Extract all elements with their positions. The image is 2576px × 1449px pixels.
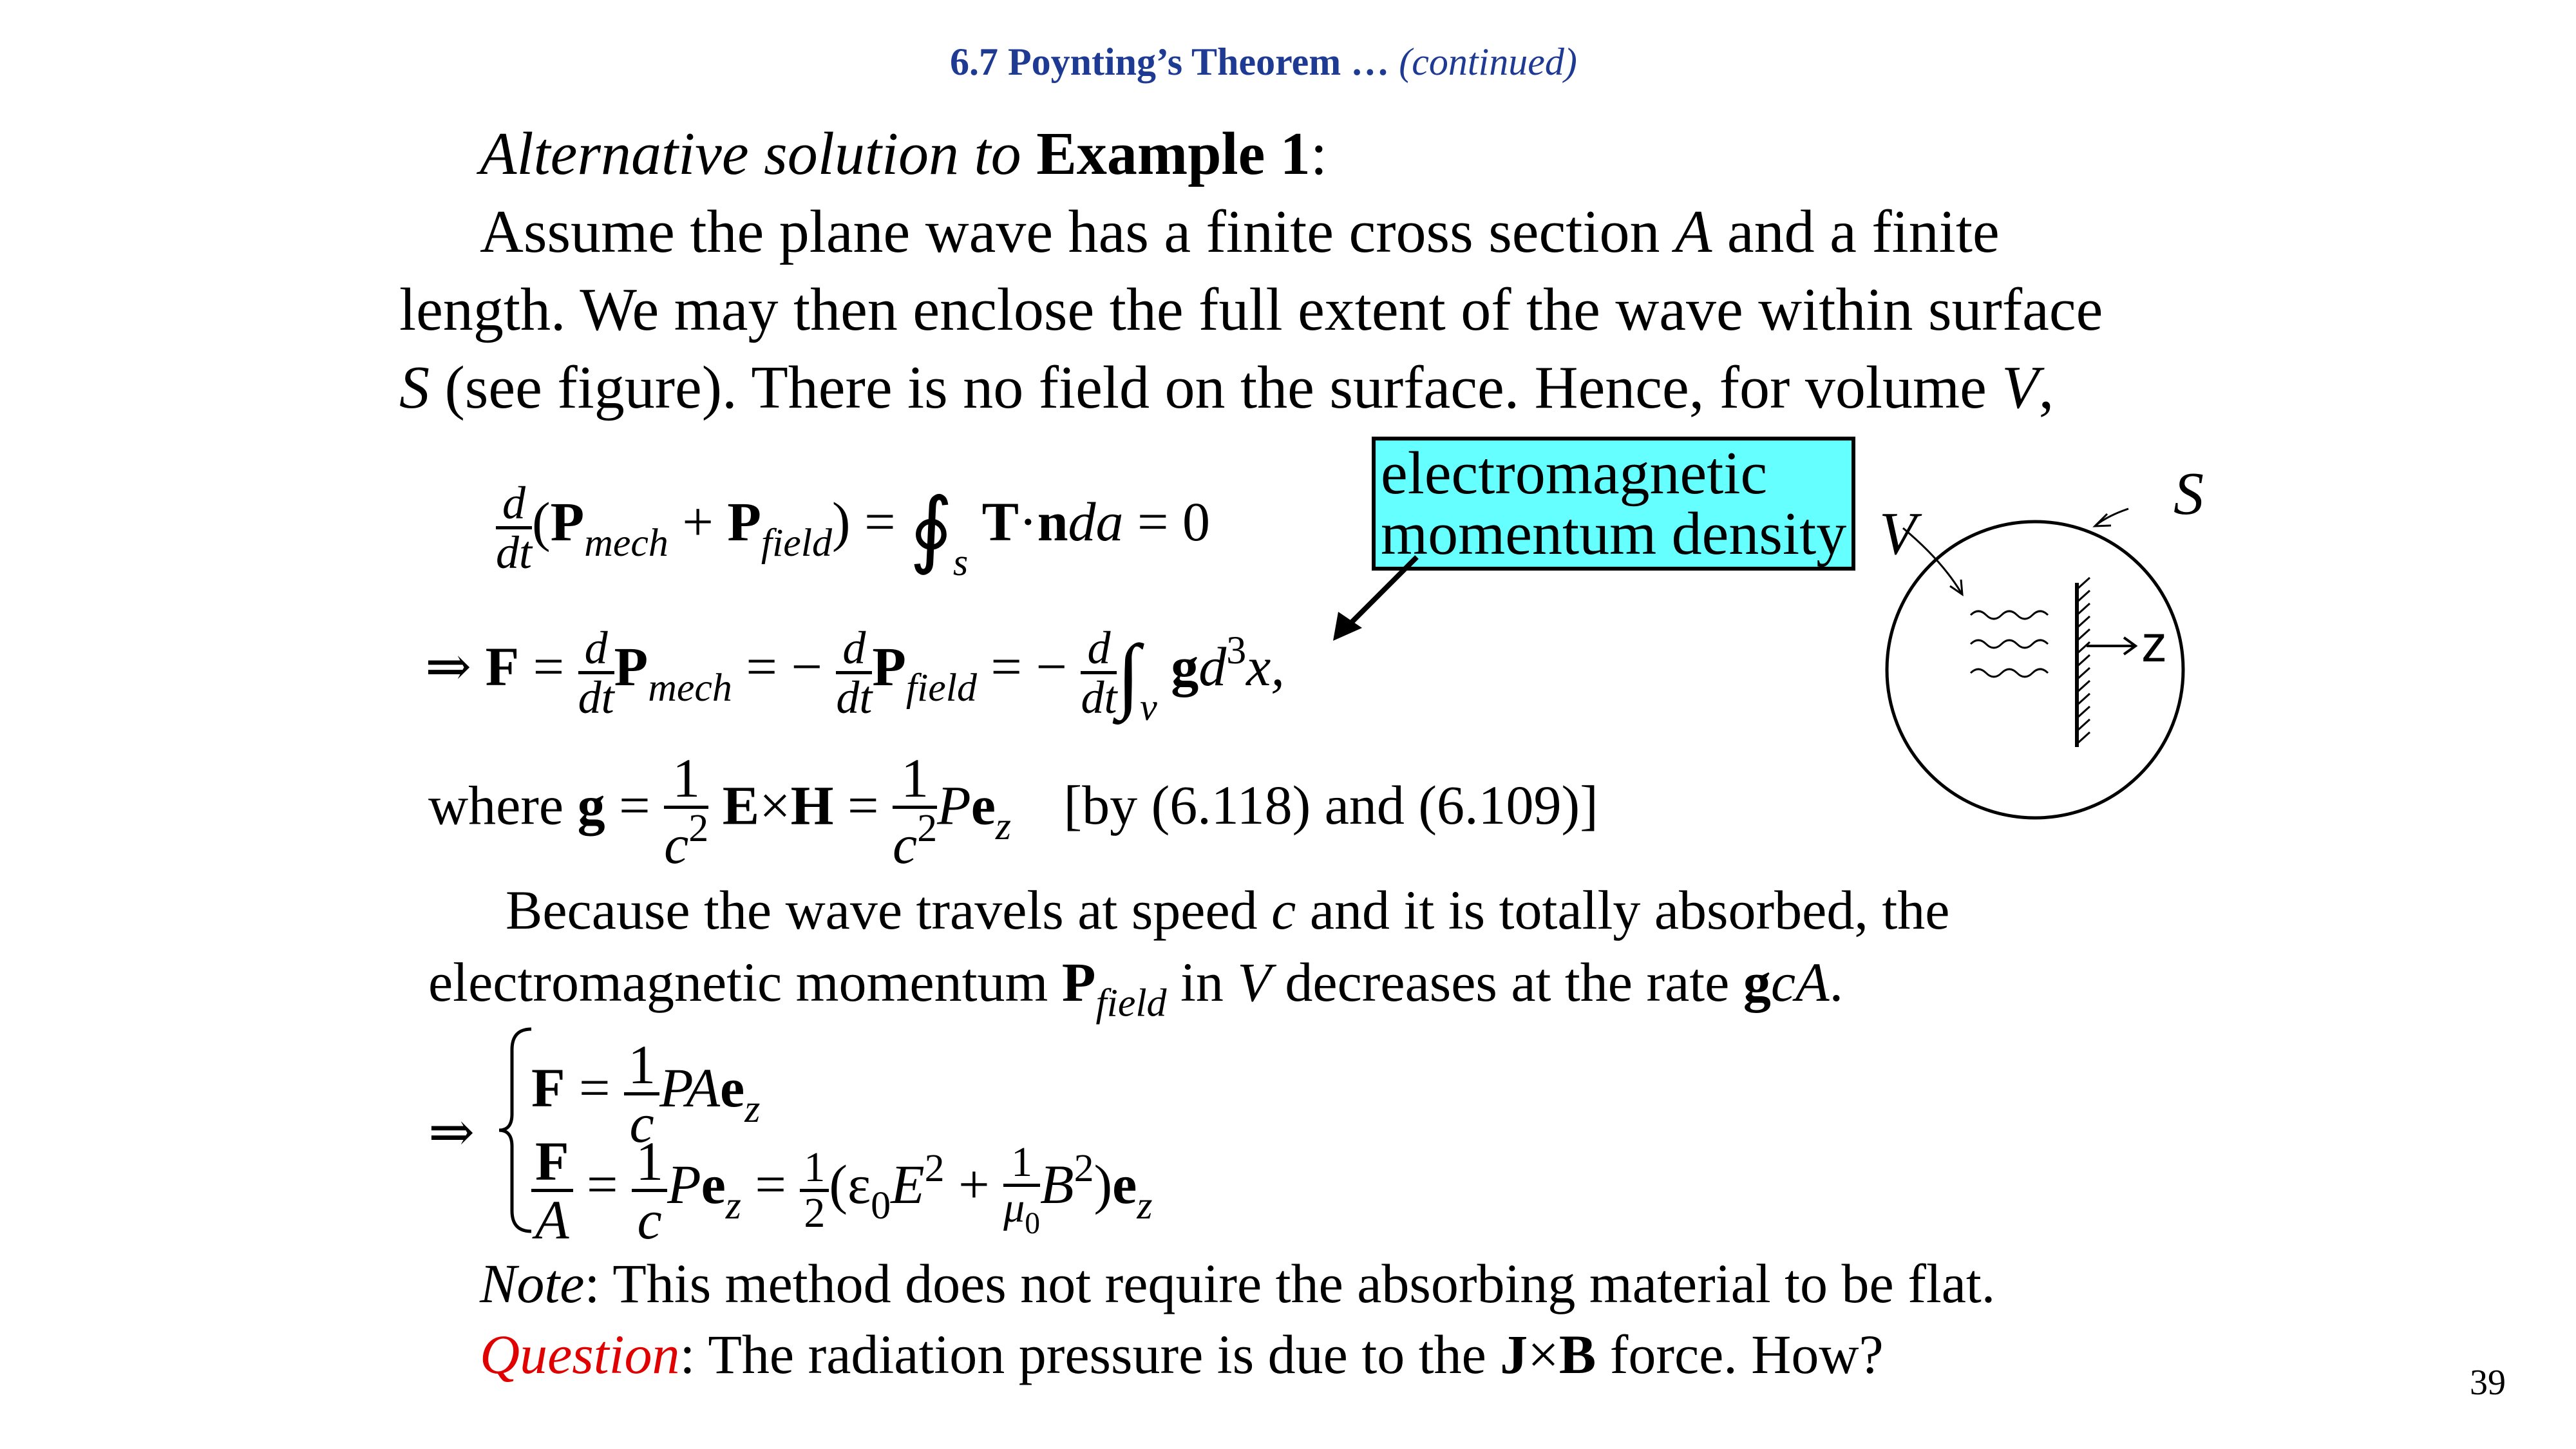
dt: dt	[578, 672, 614, 723]
var-V: V	[1237, 951, 1271, 1013]
wave-line-3	[1971, 669, 2048, 677]
field: field	[761, 520, 832, 565]
open-paren: (	[532, 491, 551, 553]
para2-line-2	[428, 951, 1844, 1025]
J: J	[1500, 1323, 1528, 1385]
g: g	[1743, 951, 1771, 1013]
plus: +	[958, 1153, 990, 1216]
implies-arrow: ⇒	[428, 1101, 475, 1163]
three: 3	[1226, 629, 1247, 673]
one: 1	[800, 1146, 829, 1192]
frac-d-dt	[1081, 622, 1117, 723]
para2-text-2c: decreases at the rate	[1271, 951, 1743, 1013]
intro-text-3: (see figure). There is no field on the surface. Hence, for volume	[430, 354, 2002, 421]
two: 2	[688, 806, 709, 850]
equation-3	[428, 747, 1598, 876]
header-continued: (continued)	[1399, 41, 1577, 83]
dt: dt	[496, 527, 533, 578]
para2-text-1b: and it is totally absorbed, the	[1296, 879, 1950, 941]
g: g	[577, 774, 605, 837]
callout-line-1: electromagnetic	[1381, 440, 1768, 507]
B: B	[1040, 1153, 1074, 1216]
E: E	[722, 774, 760, 837]
where: where	[428, 774, 578, 837]
e: e	[971, 774, 996, 837]
equals-zero: = 0	[1137, 491, 1211, 553]
two: 2	[804, 1189, 826, 1236]
equals: =	[533, 636, 565, 698]
mu0	[1003, 1184, 1041, 1241]
var-S: S	[399, 354, 430, 421]
callout-arrow	[1327, 554, 1423, 644]
intro-line-3	[399, 354, 2054, 421]
field: field	[1095, 981, 1167, 1025]
wave-line-2	[1971, 640, 2048, 648]
v-pointer-head	[1950, 580, 1962, 594]
c: c	[893, 813, 918, 876]
d: d	[1198, 636, 1227, 698]
e: e	[701, 1153, 726, 1216]
e: e	[1112, 1153, 1137, 1216]
equals-minus: = −	[990, 636, 1067, 698]
frac-d-dt	[578, 622, 614, 723]
frac-F-A	[531, 1130, 573, 1251]
d: d	[1081, 625, 1117, 674]
d: d	[836, 625, 872, 674]
A: A	[535, 1189, 569, 1251]
H: H	[790, 774, 834, 837]
epsilon: (ε	[829, 1153, 871, 1216]
E: E	[891, 1153, 925, 1216]
da: da	[1068, 491, 1124, 553]
dt: dt	[1081, 672, 1117, 723]
z: z	[725, 1183, 741, 1227]
times: ×	[1528, 1323, 1559, 1385]
intro-line-0	[480, 120, 1327, 187]
intro-text-1a: Assume the plane wave has a finite cross section	[480, 198, 1675, 265]
equation-1	[496, 477, 1211, 584]
c: c	[664, 813, 689, 876]
x: x,	[1246, 636, 1285, 698]
frac-1-2	[800, 1146, 829, 1235]
equals: =	[619, 774, 650, 837]
note-line	[480, 1253, 1996, 1314]
frac-d-dt	[496, 477, 533, 578]
P: P	[727, 491, 761, 553]
mech: mech	[648, 665, 732, 710]
two: 2	[917, 806, 938, 850]
para2-text-2b: in	[1166, 951, 1238, 1013]
one: 1	[893, 750, 937, 809]
intro-text-1b: and a finite	[1712, 198, 2000, 265]
slide-header	[950, 40, 1577, 84]
equals: =	[864, 491, 896, 553]
n: n	[1037, 491, 1068, 553]
P: P	[667, 1153, 701, 1216]
mech: mech	[584, 520, 668, 565]
page-number: 39	[2470, 1363, 2506, 1403]
P: P	[614, 636, 649, 698]
equals: =	[587, 1153, 618, 1216]
squared: 2	[1074, 1146, 1094, 1191]
para2-text-1a: Because the wave travels at speed	[506, 879, 1272, 941]
equals-minus: = −	[746, 636, 822, 698]
T-tensor: T	[981, 491, 1019, 553]
mu: μ	[1003, 1184, 1025, 1232]
field: field	[905, 665, 977, 710]
question-text-1: : The radiation pressure is due to the	[679, 1323, 1501, 1385]
equation-reference: [by (6.118) and (6.109)]	[1063, 774, 1598, 837]
frac-1-mu0	[1003, 1141, 1040, 1240]
figure-label-z: z	[2141, 615, 2167, 672]
one: 1	[1003, 1141, 1040, 1187]
zero: 0	[1025, 1207, 1041, 1241]
dt: dt	[836, 672, 873, 723]
comma: ,	[2038, 354, 2054, 421]
P: P	[550, 491, 585, 553]
dot: ·	[1019, 491, 1037, 553]
equals: =	[848, 774, 879, 837]
equation-2	[425, 622, 1285, 729]
integral-icon: ∫	[1117, 628, 1141, 721]
c2	[893, 806, 938, 876]
squared: 2	[924, 1146, 945, 1191]
v: v	[1140, 686, 1157, 729]
alt-solution-text: Alternative solution to	[480, 120, 1037, 187]
var-A: A	[1674, 198, 1712, 265]
equals: =	[579, 1057, 611, 1119]
period: .	[1829, 951, 1844, 1013]
close-paren: )	[831, 491, 851, 553]
question-label: Question	[480, 1323, 680, 1385]
d: d	[578, 625, 614, 674]
PA: PA	[659, 1057, 721, 1119]
colon: :	[1310, 120, 1327, 187]
equation-4b	[531, 1130, 1153, 1251]
equals: =	[755, 1153, 786, 1216]
one: 1	[632, 1133, 667, 1192]
intro-line-1	[480, 198, 2000, 265]
figure-label-V: V	[1879, 500, 1917, 567]
zero: 0	[871, 1183, 891, 1227]
para2-line-1	[506, 879, 1950, 941]
note-label: Note	[480, 1253, 585, 1314]
cA: cA	[1770, 951, 1830, 1013]
figure-label-S: S	[2174, 460, 2204, 527]
c: c	[629, 1092, 654, 1154]
z: z	[995, 804, 1011, 848]
callout-line-2: momentum density	[1381, 500, 1847, 567]
implies-arrow: ⇒	[425, 636, 472, 698]
c: c	[637, 1189, 662, 1251]
var-c: c	[1271, 879, 1296, 941]
times: ×	[759, 774, 791, 837]
one: 1	[624, 1037, 659, 1095]
frac-1-c	[632, 1130, 667, 1251]
s: s	[952, 541, 969, 584]
example-label: Example 1	[1036, 120, 1311, 187]
intro-text-2: length. We may then enclose the full extent of the wave within surface	[399, 276, 2103, 343]
B: B	[1558, 1323, 1596, 1385]
e: e	[720, 1057, 745, 1119]
z: z	[744, 1086, 761, 1131]
F: F	[531, 1133, 573, 1192]
d: d	[496, 480, 532, 529]
intro-line-2	[399, 276, 2103, 343]
P: P	[1061, 951, 1096, 1013]
g: g	[1171, 636, 1199, 698]
question-line	[480, 1323, 1884, 1385]
c2	[664, 806, 709, 876]
question-text-2: force. How?	[1596, 1323, 1884, 1385]
P: P	[872, 636, 906, 698]
wave-line-1	[1971, 611, 2048, 619]
s-pointer	[2096, 509, 2128, 525]
P: P	[937, 774, 971, 837]
frac-1-c2	[893, 747, 938, 876]
header-title: 6.7 Poynting’s Theorem …	[950, 41, 1390, 83]
z: z	[1137, 1183, 1153, 1227]
frac-1-c2	[664, 747, 709, 876]
callout-arrow-line	[1343, 557, 1417, 631]
para2-text-2a: electromagnetic momentum	[428, 951, 1062, 1013]
plus: +	[682, 491, 714, 553]
momentum-density-callout	[1372, 437, 1855, 571]
close-paren: )	[1094, 1153, 1113, 1216]
one: 1	[664, 750, 708, 809]
note-text: : This method does not require the absorbing material to be flat.	[584, 1253, 1996, 1314]
F: F	[485, 636, 520, 698]
contour-integral-icon: ∮	[909, 483, 953, 576]
frac-d-dt	[836, 622, 873, 723]
F: F	[531, 1057, 565, 1119]
var-V: V	[2002, 354, 2039, 421]
